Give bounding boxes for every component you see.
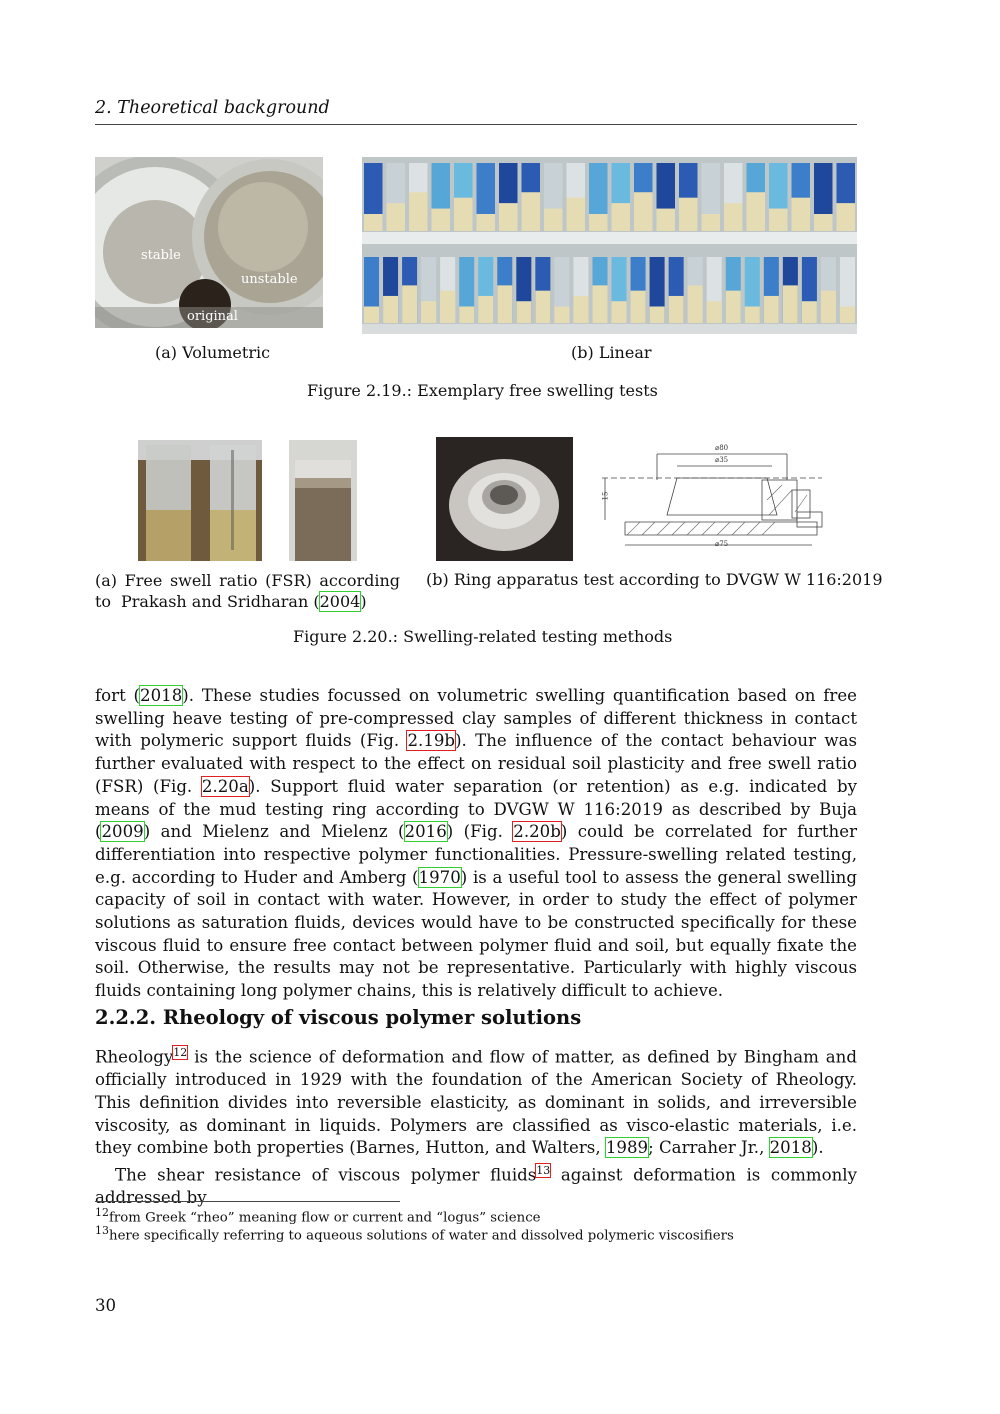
caption-text: Prakash and Sridharan ( — [121, 592, 320, 611]
jar-sediment — [364, 214, 383, 231]
text-run: The shear resistance of viscous polymer fluids — [115, 1165, 537, 1185]
jar-sediment — [679, 198, 698, 231]
dim-d75: ⌀75 — [715, 540, 729, 548]
photo-volumetric — [95, 157, 323, 328]
jar-sediment — [387, 203, 406, 231]
photo-volumetric-graphic — [95, 157, 323, 328]
jar-sediment — [499, 203, 518, 231]
jar-sediment — [477, 214, 496, 231]
jar-sediment — [631, 291, 646, 323]
jar-sediment — [837, 203, 856, 231]
ring-technical-drawing — [597, 440, 837, 555]
photo-linear-graphic — [362, 157, 857, 334]
jar-sediment — [821, 291, 836, 323]
jar-sediment — [707, 301, 722, 323]
caption-text: ) — [360, 592, 367, 611]
jar-sediment — [669, 296, 684, 323]
jar-sediment — [726, 291, 741, 323]
jar-sediment — [688, 285, 703, 323]
jar-sediment — [840, 307, 855, 324]
jar-sediment — [745, 307, 760, 324]
photo-fsr-single — [289, 440, 357, 561]
dim-d35: ⌀35 — [715, 456, 729, 464]
text-run: ) (Fig. — [446, 822, 514, 842]
text-run: ) and Mielenz and Mielenz ( — [143, 822, 405, 842]
text-run: Rheology — [95, 1047, 174, 1067]
figure-link[interactable]: 2.20a — [201, 776, 249, 796]
jar-sediment — [769, 209, 788, 231]
text-run: ) could be correlated for further differentiation into respective polymer functionalities. Pressure-swelling related testing, e.g. according to Huder and Amberg ( — [95, 822, 857, 887]
paragraph-2 — [95, 1042, 857, 1210]
figure-link[interactable]: 2.20b — [513, 822, 561, 842]
page-number: 30 — [95, 1296, 117, 1315]
footnote-number: 12 — [95, 1206, 109, 1219]
jar-sediment — [383, 296, 398, 323]
jar-sediment — [440, 291, 455, 323]
paragraph-1 — [95, 685, 857, 1003]
jar-sediment — [802, 301, 817, 323]
jar-sediment — [814, 214, 833, 231]
jar-sediment — [792, 198, 811, 231]
citation-link[interactable]: 2009 — [101, 822, 144, 842]
caption-fig-2-19b: (b) Linear — [571, 343, 652, 362]
jar-sediment — [592, 285, 607, 323]
photo-ring-apparatus-graphic — [436, 437, 573, 561]
photo-fsr-single-graphic — [289, 440, 357, 561]
jar-sediment — [364, 307, 379, 324]
jar-sediment — [724, 203, 743, 231]
jar-sediment — [657, 209, 676, 231]
jar-sediment — [634, 192, 653, 231]
caption-fig-2-20b: (b) Ring apparatus test according to DVGW W 116:2019 — [426, 570, 883, 589]
jar-sediment — [409, 192, 428, 231]
running-header — [95, 98, 857, 125]
footnote-rule — [95, 1201, 400, 1202]
jar-sediment — [402, 285, 417, 323]
label-original: original — [187, 309, 238, 324]
label-unstable: unstable — [241, 272, 298, 287]
citation-link[interactable]: 2016 — [404, 822, 447, 842]
text-run: ). Support fluid water separation (or retention) as e.g. indicated by means of the mud testing ring according to DVGW W 116:2019 as described by Buja ( — [95, 776, 857, 842]
caption-fig-2-20a-line2 — [121, 591, 367, 612]
photo-linear — [362, 157, 857, 334]
text-run: ). The influence of the contact behaviour was further evaluated with respect to the effect on residual soil plasticity and free swell ratio (FSR) (Fig. — [95, 731, 857, 796]
footnote-12 — [95, 1206, 541, 1225]
label-stable: stable — [141, 248, 181, 263]
jar-sediment — [432, 209, 451, 231]
dim-d80: ⌀80 — [715, 444, 729, 452]
footnote-text: from Greek “rheo” meaning flow or current and “logus” science — [109, 1210, 541, 1226]
text-run: ). These studies focussed on volumetric swelling quantification based on free swelling heave testing of pre-compressed clay samples of different thickness in contact with polymeric support fluids (Fig. — [95, 686, 858, 751]
chapter-title: 2. Theoretical background — [95, 98, 330, 118]
photo-ring-apparatus — [436, 437, 573, 561]
jar-sediment — [612, 203, 631, 231]
jar-sediment — [573, 296, 588, 323]
citation-link[interactable]: 2018 — [140, 686, 183, 705]
jar-sediment — [567, 198, 586, 231]
citation-link[interactable]: 2018 — [769, 1138, 812, 1158]
figure-2-19-caption: Figure 2.19.: Exemplary free swelling tests — [307, 381, 658, 400]
jar-sediment — [554, 307, 569, 324]
text-run: ) is a useful tool to assess the general swelling capacity of soil in contact with water. However, in order to study the effect of polymer solutions as saturation fluids, devices would have to be constructed specifically for these viscous fluid to ensure free contact between polymer fluid and soil, but equally fixate the soil. Otherwise, the results may not be representative. Particularly with highly viscous fluids containing long polymer chains, this is relatively difficult to achieve. — [95, 867, 857, 1001]
footnote-link[interactable]: 13 — [536, 1164, 551, 1178]
jar-sediment — [459, 307, 474, 324]
jar-sediment — [522, 192, 541, 231]
text-run: is the science of deformation and flow of matter, as defined by Bingham and officially introduced in 1929 with the foundation of the American Society of Rheology. This definition divides into reversible elasticity, as dominant in solids, and irreversible viscosity, as dominant in liquids. Polymers are classified as visco-elastic materials, i.e. they combine both properties (Barnes, Hutton, and Walters, — [95, 1047, 857, 1158]
jar-sediment — [544, 209, 563, 231]
jar-sediment — [497, 285, 512, 323]
jar-sediment — [650, 307, 665, 324]
caption-fig-2-19a: (a) Volumetric — [155, 343, 271, 362]
citation-link[interactable]: 2004 — [319, 592, 361, 611]
caption-fig-2-20a-line1: (a) Free swell ratio (FSR) according to — [95, 571, 400, 611]
text-run: ; Carraher Jr., — [648, 1138, 770, 1158]
jar-sediment — [612, 301, 627, 323]
footnote-13 — [95, 1224, 734, 1243]
jar-sediment — [478, 296, 493, 323]
photo-fsr-cylinders — [138, 440, 262, 561]
jar-sediment — [783, 285, 798, 323]
jar-sediment — [516, 301, 531, 323]
citation-link[interactable]: 1989 — [605, 1138, 649, 1158]
footnote-text: here specifically referring to aqueous solutions of water and dissolved polymeric viscosifiers — [109, 1228, 734, 1244]
text-run: ). — [811, 1138, 824, 1158]
jar-sediment — [702, 214, 721, 231]
photo-fsr-cylinders-graphic — [138, 440, 262, 561]
jar-sediment — [421, 301, 436, 323]
text-run: against deformation is commonly addressed by — [95, 1165, 857, 1208]
figure-2-20-caption: Figure 2.20.: Swelling-related testing methods — [293, 627, 673, 646]
jar-sediment — [535, 291, 550, 323]
jar-sediment — [454, 198, 473, 231]
dim-height: 15 — [601, 491, 610, 501]
text-run: fort ( — [95, 686, 141, 705]
jar-sediment — [764, 296, 779, 323]
jar-sediment — [589, 214, 608, 231]
section-heading: 2.2.2. Rheology of viscous polymer solutions — [95, 1006, 582, 1029]
citation-link[interactable]: 1970 — [418, 867, 461, 887]
footnote-number: 13 — [95, 1224, 109, 1237]
figure-link[interactable]: 2.19b — [407, 731, 456, 751]
footnote-link[interactable]: 12 — [173, 1046, 188, 1059]
jar-sediment — [747, 192, 766, 231]
